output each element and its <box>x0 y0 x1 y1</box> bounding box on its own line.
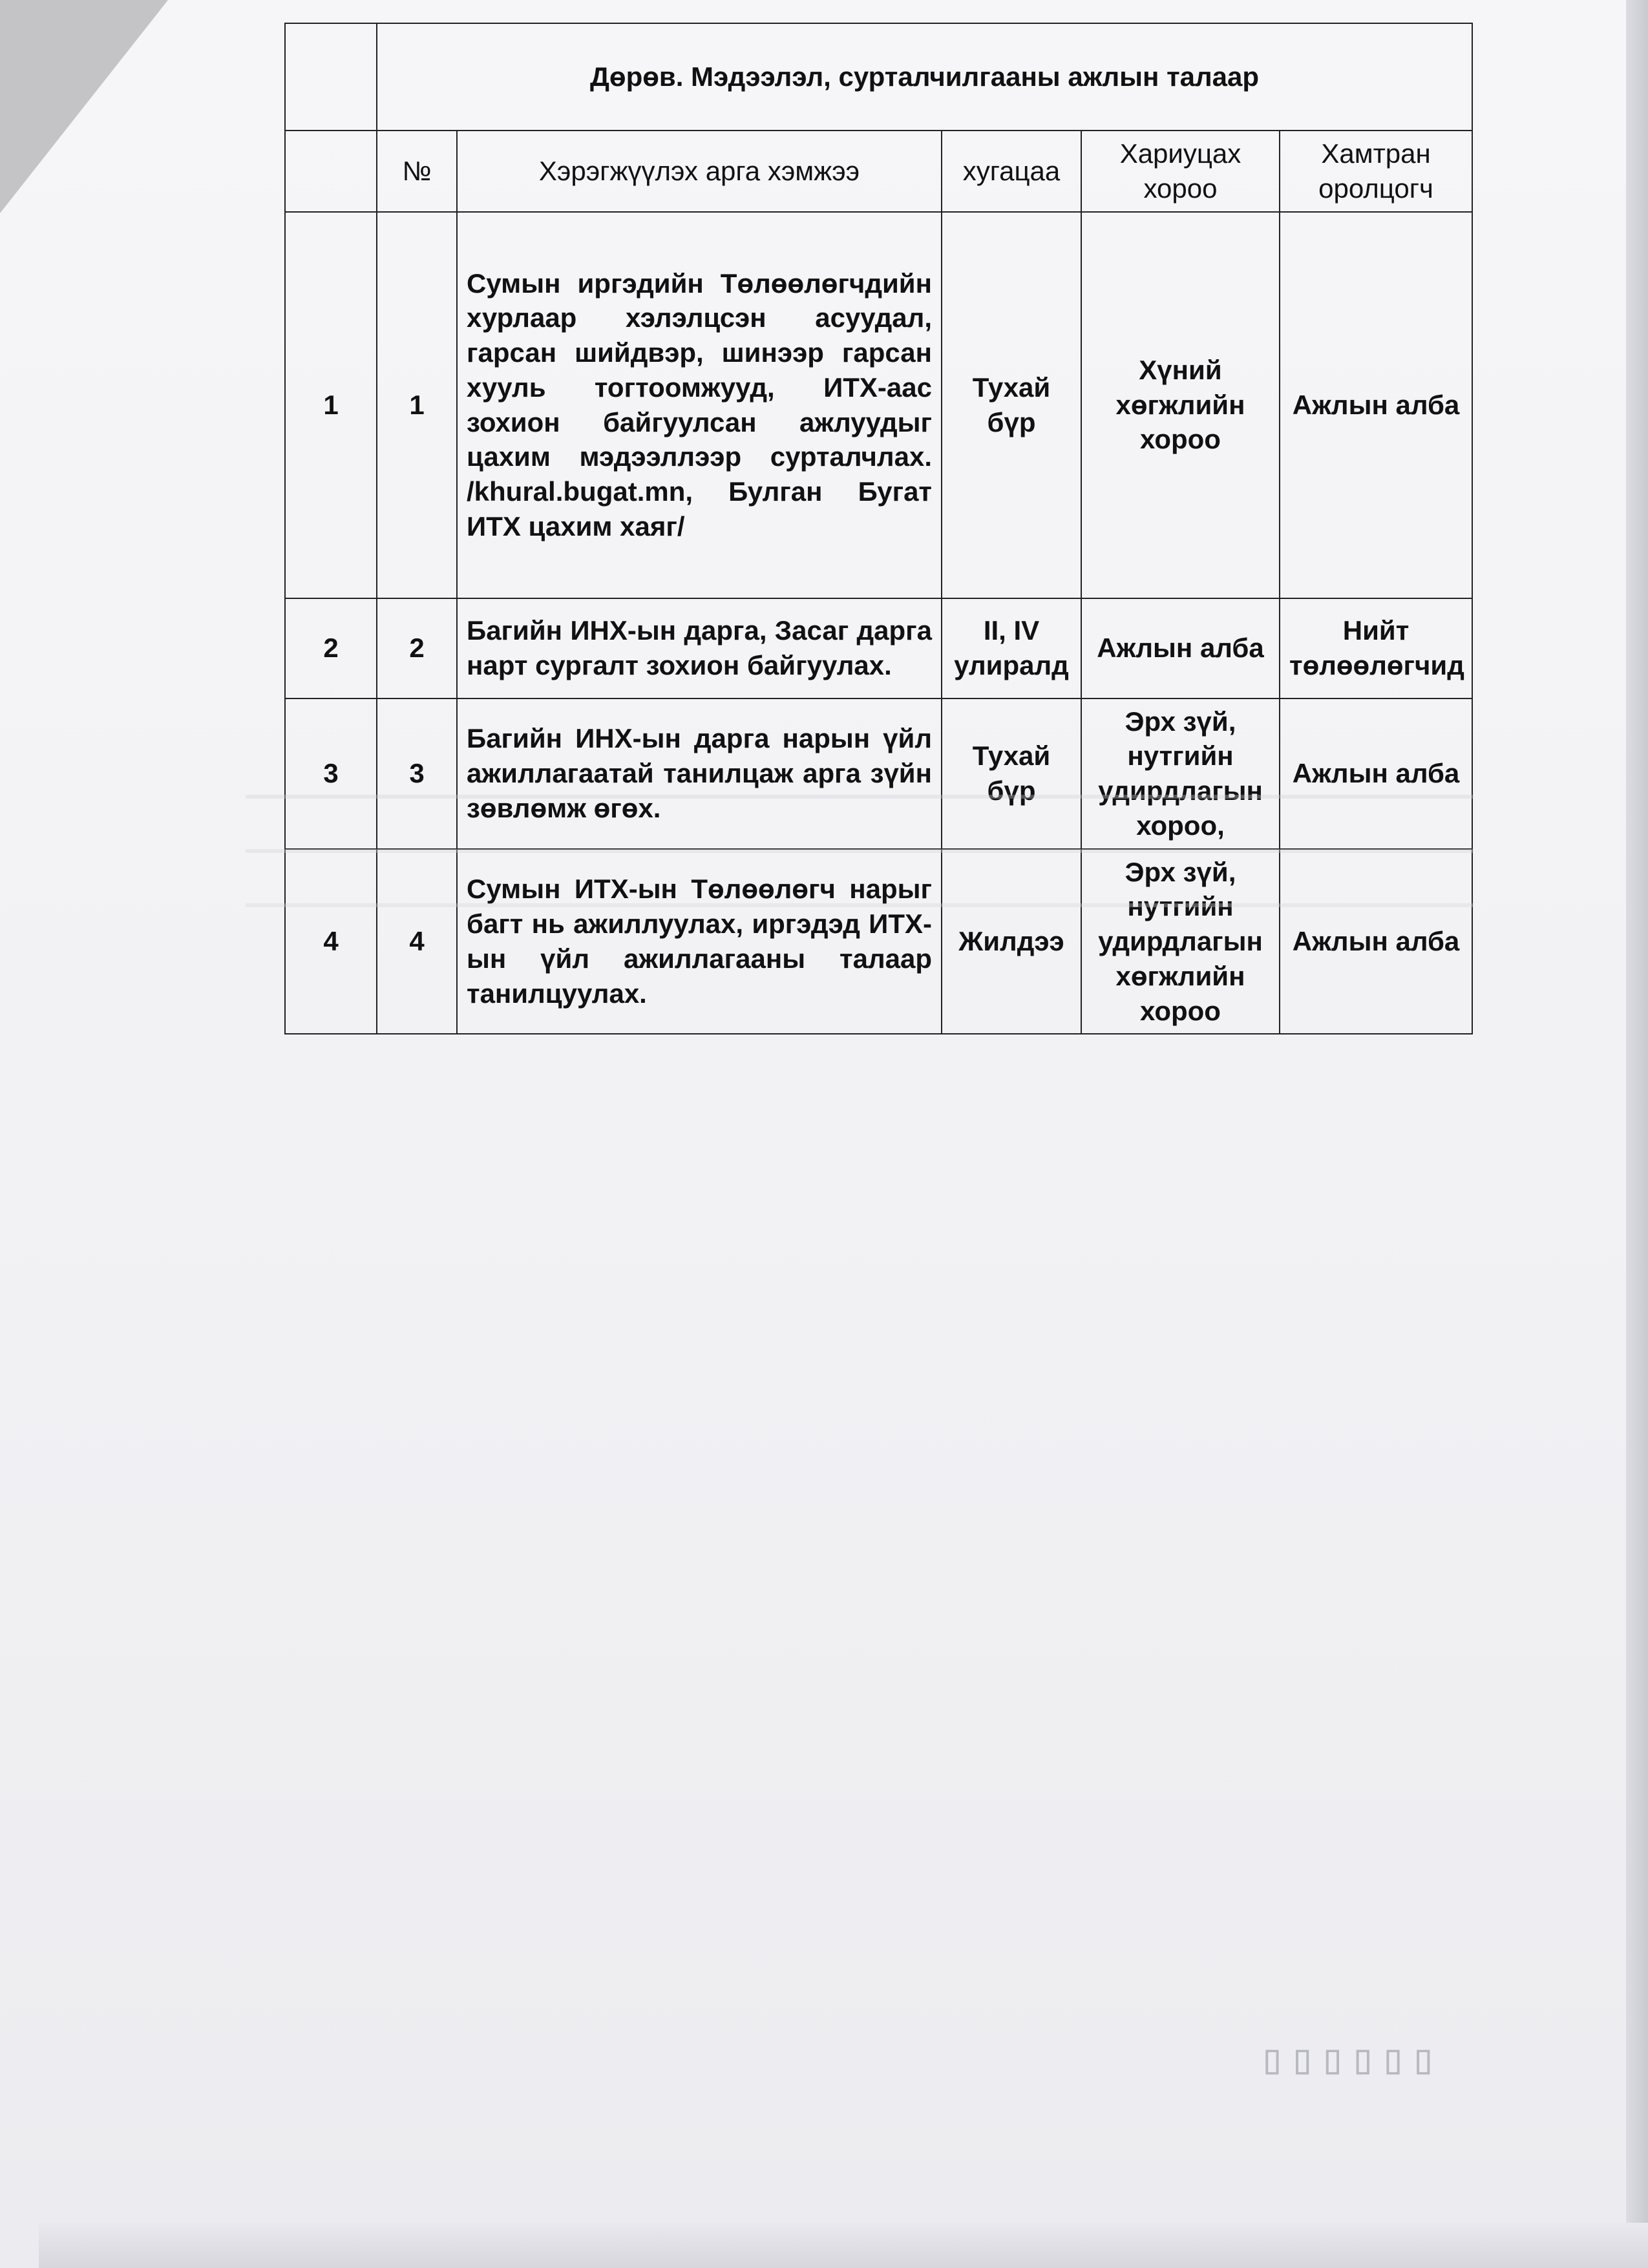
row-outer-number: 1 <box>285 212 377 598</box>
header-action: Хэрэгжүүлэх арга хэмжээ <box>457 131 942 212</box>
header-spacer-cell <box>285 131 377 212</box>
serial-stamp: ▯▯▯▯▯▯ <box>1258 2039 1440 2086</box>
row-number: 3 <box>377 698 457 849</box>
row-number: 1 <box>377 212 457 598</box>
header-responsible: Хариуцах хороо <box>1081 131 1280 212</box>
row-action: Сумын иргэдийн Төлөөлөгчдийн хурлаар хэлэлцсэн асуудал, гарсан шийдвэр, шинээр гарсан хууль тогтоомжууд, ИТХ-аас зохион байгуулсан ажлуудыг цахим мэдээллээр сурталчлах. /khural.bugat.mn, Булган Бугат ИТХ цахим хаяг/ <box>457 212 942 598</box>
row-partner: Ажлын алба <box>1280 698 1472 849</box>
bleed-through-text <box>246 737 1474 1124</box>
row-responsible: Ажлын алба <box>1081 598 1280 698</box>
row-partner: Нийт төлөөлөгчид <box>1280 598 1472 698</box>
row-action: Багийн ИНХ-ын дарга, Засаг дарга нарт сургалт зохион байгуулах. <box>457 598 942 698</box>
row-deadline: Тухай бүр <box>942 698 1081 849</box>
row-number: 4 <box>377 849 457 1034</box>
header-row <box>285 131 1472 212</box>
row-partner: Ажлын алба <box>1280 212 1472 598</box>
row-outer-number: 4 <box>285 849 377 1034</box>
row-outer-number: 3 <box>285 698 377 849</box>
table-row <box>285 598 1472 698</box>
row-deadline: II, IV улиралд <box>942 598 1081 698</box>
section-title: Дөрөв. Мэдээлэл, сурталчилгааны ажлын талаар <box>377 23 1472 131</box>
row-responsible: Эрх зүй, нутгийн удирдлагын хороо, <box>1081 698 1280 849</box>
row-responsible: Эрх зүй, нутгийн удирдлагын хөгжлийн хороо <box>1081 849 1280 1034</box>
row-deadline: Тухай бүр <box>942 212 1081 598</box>
row-outer-number: 2 <box>285 598 377 698</box>
row-responsible: Хүний хөгжлийн хороо <box>1081 212 1280 598</box>
row-number: 2 <box>377 598 457 698</box>
row-action: Багийн ИНХ-ын дарга нарын үйл ажиллагаатай танилцаж арга зүйн зөвлөмж өгөх. <box>457 698 942 849</box>
header-number: № <box>377 131 457 212</box>
header-partner: Хамтран оролцогч <box>1280 131 1472 212</box>
row-partner: Ажлын алба <box>1280 849 1472 1034</box>
row-deadline: Жилдээ <box>942 849 1081 1034</box>
paper-edge-right <box>1626 0 1648 2268</box>
row-action: Сумын ИТХ-ын Төлөөлөгч нарыг багт нь ажиллуулах, иргэдэд ИТХ-ын үйл ажиллагааны талаар танилцуулах. <box>457 849 942 1034</box>
title-spacer-cell <box>285 23 377 131</box>
folded-corner <box>0 0 168 213</box>
section-title-row <box>285 23 1472 131</box>
table-row <box>285 212 1472 598</box>
paper-edge-bottom <box>39 2223 1648 2268</box>
header-deadline: хугацаа <box>942 131 1081 212</box>
